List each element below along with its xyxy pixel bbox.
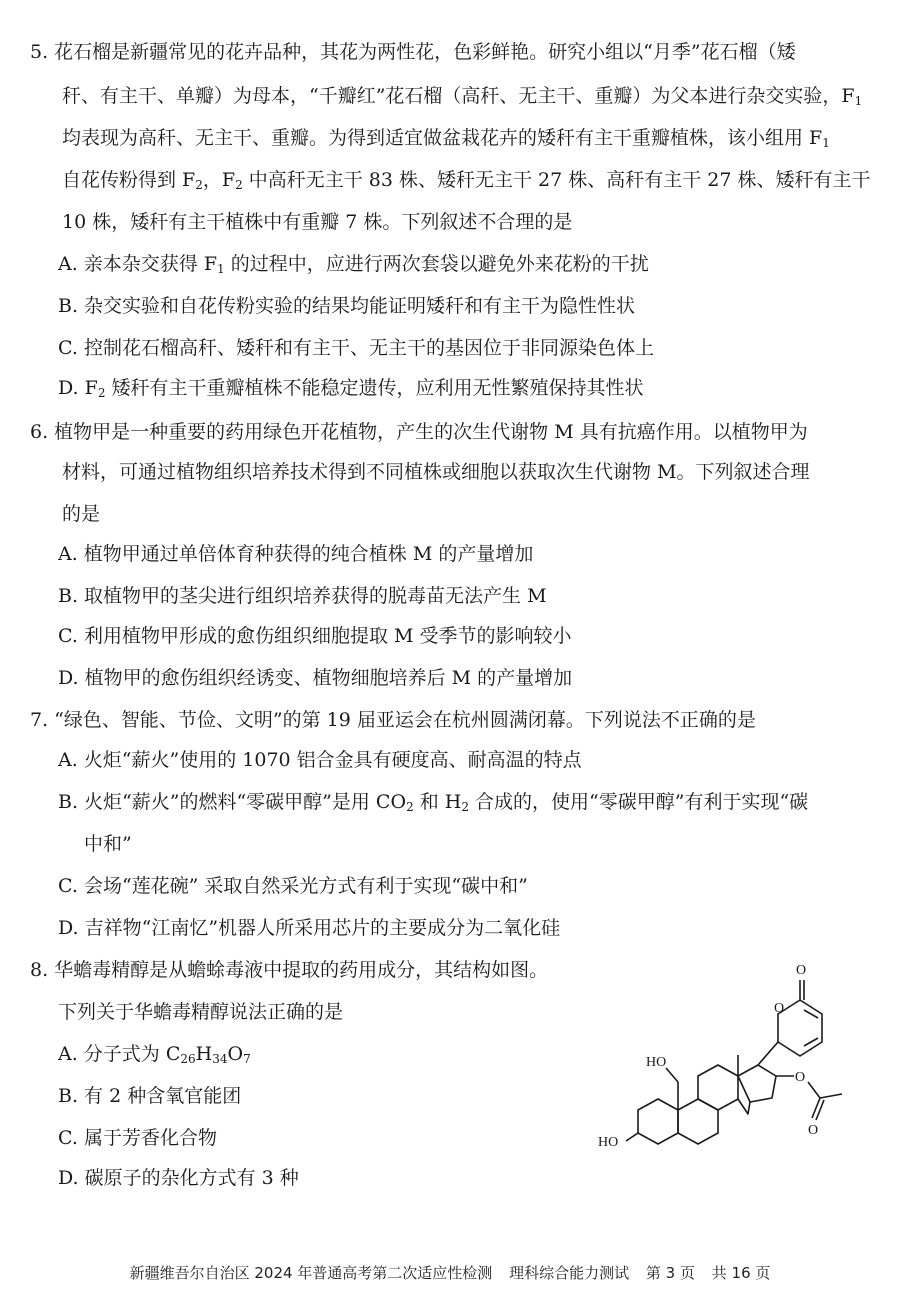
q7-option-c: C. 会场“莲花碗” 采取自然采光方式有利于实现“碳中和”: [58, 875, 528, 897]
label-o-ring: O: [774, 1001, 785, 1016]
q5-stem-line-3: 均表现为高秆、无主干、重瓣。为得到适宜做盆栽花卉的矮秆有主干重瓣植株，该小组用 $F_1$: [62, 127, 830, 150]
q5-stem-line-5: 10 株，矮秆有主干植株中有重瓣 7 株。下列叙述不合理的是: [62, 211, 573, 233]
q5-option-d: D. $F_2$ 矮秆有主干重瓣植株不能稳定遗传，应利用无性繁殖保持其性状: [58, 377, 644, 400]
footer-exam-title: 新疆维吾尔自治区 2024 年普通高考第二次适应性检测: [129, 1264, 493, 1282]
q6-option-b: B. 取植物甲的茎尖进行组织培养获得的脱毒苗无法产生 M: [58, 585, 547, 607]
q6-stem-line-1: 6. 植物甲是一种重要的药用绿色开花植物，产生的次生代谢物 M 具有抗癌作用。以植物甲为: [30, 421, 808, 443]
q8-stem-line-1: 8. 华蟾毒精醇是从蟾蜍毒液中提取的药用成分，其结构如图。: [30, 959, 549, 981]
q6-option-a: A. 植物甲通过单倍体育种获得的纯合植株 M 的产量增加: [58, 543, 534, 565]
label-ho-top: HO: [646, 1055, 667, 1070]
footer-page-number: 第 3 页: [645, 1264, 695, 1282]
q6-option-d: D. 植物甲的愈伤组织经诱变、植物细胞培养后 M 的产量增加: [58, 667, 573, 689]
q7-stem: 7. “绿色、智能、节俭、文明”的第 19 届亚运会在杭州圆满闭幕。下列说法不正确的是: [30, 709, 756, 731]
q5-stem-line-1: 5. 花石榴是新疆常见的花卉品种，其花为两性花，色彩鲜艳。研究小组以“月季”花石榴（矮: [30, 41, 796, 63]
q6-stem-line-3: 的是: [62, 503, 101, 525]
label-ho-bottom: HO: [598, 1135, 619, 1150]
q8-option-b: B. 有 2 种含氧官能团: [58, 1085, 242, 1107]
q8-option-c: C. 属于芳香化合物: [58, 1127, 217, 1149]
q7-option-a: A. 火炬“薪火”使用的 1070 铝合金具有硬度高、耐高温的特点: [58, 749, 582, 771]
label-o-carbonyl-top: O: [796, 963, 807, 978]
q8-option-d: D. 碳原子的杂化方式有 3 种: [58, 1167, 299, 1189]
footer-total-pages: 共 16 页: [711, 1264, 771, 1282]
q5-option-b: B. 杂交实验和自花传粉实验的结果均能证明矮秆和有主干为隐性性状: [58, 295, 636, 317]
q6-stem-line-2: 材料，可通过植物组织培养技术得到不同植株或细胞以获取次生代谢物 M。下列叙述合理: [62, 461, 810, 483]
q8-stem-line-2: 下列关于华蟾毒精醇说法正确的是: [58, 1001, 344, 1023]
label-o-acetyl-carbonyl: O: [808, 1123, 819, 1138]
q5-option-a: A. 亲本杂交获得 $F_1$ 的过程中，应进行两次套袋以避免外来花粉的干扰: [58, 253, 649, 276]
label-o-ester: O: [795, 1070, 806, 1085]
q5-stem-line-2: 秆、有主干、单瓣）为母本，“千瓣红”花石榴（高秆、无主干、重瓣）为父本进行杂交实验，$F_1$: [62, 85, 863, 108]
q6-option-c: C. 利用植物甲形成的愈伤组织细胞提取 M 受季节的影响较小: [58, 625, 572, 647]
q5-stem-line-4: 自花传粉得到 $F_2$，$F_2$ 中高秆无主干 83 株、矮秆无主干 27 株、高秆有主干 27 株、矮秆有主干: [62, 169, 871, 192]
page-footer: [0, 1262, 900, 1284]
q7-option-d: D. 吉祥物“江南忆”机器人所采用芯片的主要成分为二氧化硅: [58, 917, 561, 939]
footer-subject: 理科综合能力测试: [509, 1264, 630, 1282]
molecular-structure-diagram: [586, 950, 886, 1185]
q7-option-b: B. 火炬“薪火”的燃料“零碳甲醇”是用 $CO_2$ 和 $H_2$ 合成的，使用“零碳甲醇”有利于实现“碳: [58, 791, 809, 814]
q7-option-b-continued: 中和”: [84, 833, 132, 855]
q8-option-a: A. 分子式为 $C_{26}H_{34}O_7$: [58, 1043, 251, 1066]
q5-option-c: C. 控制花石榴高秆、矮秆和有主干、无主干的基因位于非同源染色体上: [58, 337, 654, 359]
bufadienolide-structure-svg: [586, 950, 886, 1185]
